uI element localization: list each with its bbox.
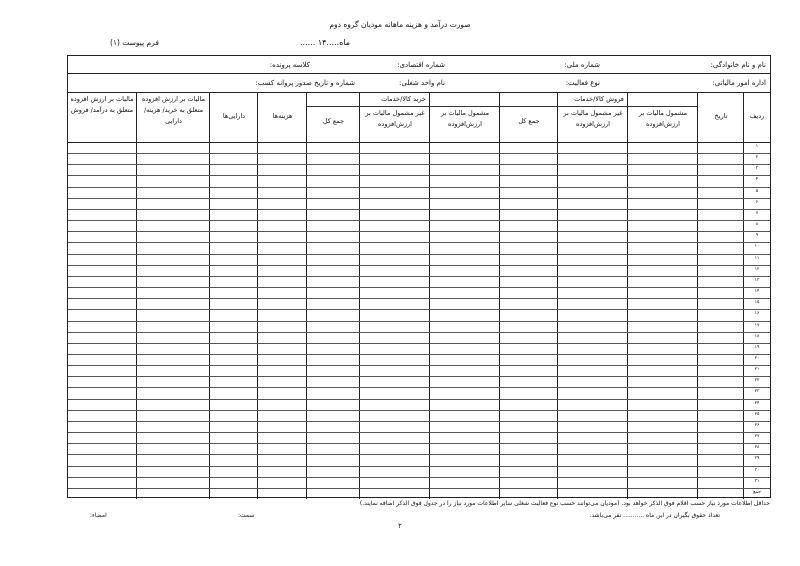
- table-row-line: [68, 276, 770, 277]
- table-row-line: [68, 287, 770, 288]
- table-row-line: [68, 488, 770, 489]
- table-top-line: [68, 92, 770, 93]
- form-number: فرم پیوست (۱): [110, 38, 159, 47]
- row-number: ۸: [755, 222, 759, 227]
- activity-type-label: نوع فعالیت:: [565, 79, 600, 87]
- table-row-line: [68, 477, 770, 478]
- table-row-line: [68, 410, 770, 411]
- purchase-subject-header: مشمول مالیات بر ارزش‌افزوده: [440, 109, 490, 128]
- month-line: ...... ماه.....۱۴: [300, 38, 351, 47]
- row-number: ۲۱: [754, 367, 760, 372]
- sales-group-header: فروش کالا/خدمات: [574, 95, 624, 103]
- row-number: ۱۳: [754, 278, 760, 283]
- row-number: جمع: [753, 490, 761, 495]
- row-number: ۹: [755, 233, 759, 238]
- row-number: ۲: [755, 155, 759, 160]
- row-number: ۵: [755, 189, 759, 194]
- row-number: ۱۰: [754, 244, 760, 249]
- sales-total-header: جمع کل: [518, 117, 540, 125]
- expenses-header: هزینه‌ها: [272, 112, 293, 120]
- row-number: ۱۹: [754, 345, 760, 350]
- position-label: سمت:: [238, 512, 255, 519]
- table-row-line: [68, 432, 770, 433]
- footer-note-1: حداقل اطلاعات مورد نیاز حسب اقلام فوق الذکر خواهد بود. (مودیان می‌توانند حسب نوع فعالیت شغلی سایر اطلاعات مورد نیاز را در جدول فوق الذکر اضافه نمایند.): [359, 500, 770, 507]
- purchase-exempt-header: غیر مشمول مالیات بر ارزش‌افزوده: [365, 109, 425, 128]
- table-row-line: [68, 399, 770, 400]
- table-row-line: [68, 454, 770, 455]
- table-row-line: [68, 443, 770, 444]
- assets-header: دارایی‌ها: [222, 112, 246, 120]
- table-row-line: [68, 365, 770, 366]
- table-row-line: [68, 265, 770, 266]
- row-number: ۲۸: [754, 445, 760, 450]
- row-number: ۲۲: [754, 378, 760, 383]
- table-row-line: [68, 298, 770, 299]
- business-unit-label: نام واحد شغلی:: [399, 79, 445, 87]
- row-number: ۱۲: [754, 267, 760, 272]
- row-number: ۳۱: [754, 479, 760, 484]
- table-row-line: [68, 309, 770, 310]
- row-number: ۱۵: [754, 300, 760, 305]
- vat-sales-header: مالیات بر ارزش افزوده متعلق به درآمد/ فروش: [70, 95, 134, 114]
- col-header-date: تاریخ: [714, 112, 728, 120]
- sales-subject-header: مشمول مالیات بر ارزش‌افزوده: [638, 109, 688, 128]
- row-number: ۲۳: [754, 389, 760, 394]
- vat-purchase-header: مالیات بر ارزش افزوده متعلق به خرید/ هزینه/دارایی: [141, 95, 206, 125]
- table-row-line: [68, 242, 770, 243]
- row-number: ۲۵: [754, 412, 760, 417]
- row-number: ۴: [755, 177, 759, 182]
- table-row-line: [68, 187, 770, 188]
- row-number: ۳: [755, 166, 759, 171]
- col-header-row: ردیف: [749, 112, 765, 120]
- group-header-divider: [307, 106, 500, 107]
- table-row-line: [68, 175, 770, 176]
- header-bottom-line: [68, 142, 770, 143]
- row-number: ۱۱: [754, 256, 760, 261]
- row-number: ۶: [755, 200, 759, 205]
- signature-label: امضاء:: [90, 512, 107, 519]
- row-number: ۲۹: [754, 456, 760, 461]
- row-number: ۲۶: [754, 423, 760, 428]
- name-field-label: نام و نام خانوادگی:: [710, 61, 766, 69]
- table-row-line: [68, 209, 770, 210]
- table-row-line: [68, 254, 770, 255]
- row-number: ۱۶: [754, 311, 760, 316]
- table-row-line: [68, 343, 770, 344]
- row-number: ۳۰: [754, 468, 760, 473]
- table-row-line: [68, 332, 770, 333]
- form-frame: [67, 55, 771, 498]
- info-divider: [68, 73, 770, 74]
- national-id-label: شماره ملی:: [564, 61, 600, 69]
- table-row-line: [68, 153, 770, 154]
- table-row-line: [68, 321, 770, 322]
- row-number: ۱۸: [754, 334, 760, 339]
- row-number: ۱: [755, 144, 759, 149]
- row-number: ۷: [755, 211, 759, 216]
- purchase-total-header: جمع کل: [322, 117, 345, 125]
- file-class-label: کلاسه پرونده:: [269, 61, 310, 69]
- table-row-line: [68, 164, 770, 165]
- table-row-line: [68, 387, 770, 388]
- page-number: ۲: [398, 522, 402, 530]
- table-row-line: [68, 421, 770, 422]
- license-label: شماره و تاریخ صدور پروانه کسب:: [255, 79, 355, 87]
- row-number: ۱۷: [754, 323, 760, 328]
- footer-note-2: تعداد حقوق بگیران در این ماه ........... نفر می‌باشد.: [589, 512, 720, 519]
- table-row-line: [68, 198, 770, 199]
- purchase-group-header: خرید کالا/خدمات: [381, 95, 426, 103]
- group-header-divider: [500, 106, 698, 107]
- row-number: ۲۰: [754, 356, 760, 361]
- economic-no-label: شماره اقتصادی:: [397, 61, 445, 69]
- row-number: ۲۴: [754, 401, 760, 406]
- row-number: ۱۴: [754, 289, 760, 294]
- table-row-line: [68, 376, 770, 377]
- table-row-line: [68, 354, 770, 355]
- table-row-line: [68, 231, 770, 232]
- sales-exempt-header: غیر مشمول مالیات بر ارزش‌افزوده: [563, 109, 623, 128]
- table-row-line: [68, 220, 770, 221]
- page-title: صورت درآمد و هزینه ماهانه مودیان گروه دوم: [329, 20, 471, 29]
- tax-office-label: اداره امور مالیاتی:: [712, 79, 766, 87]
- table-row-line: [68, 466, 770, 467]
- row-number: ۲۷: [754, 434, 760, 439]
